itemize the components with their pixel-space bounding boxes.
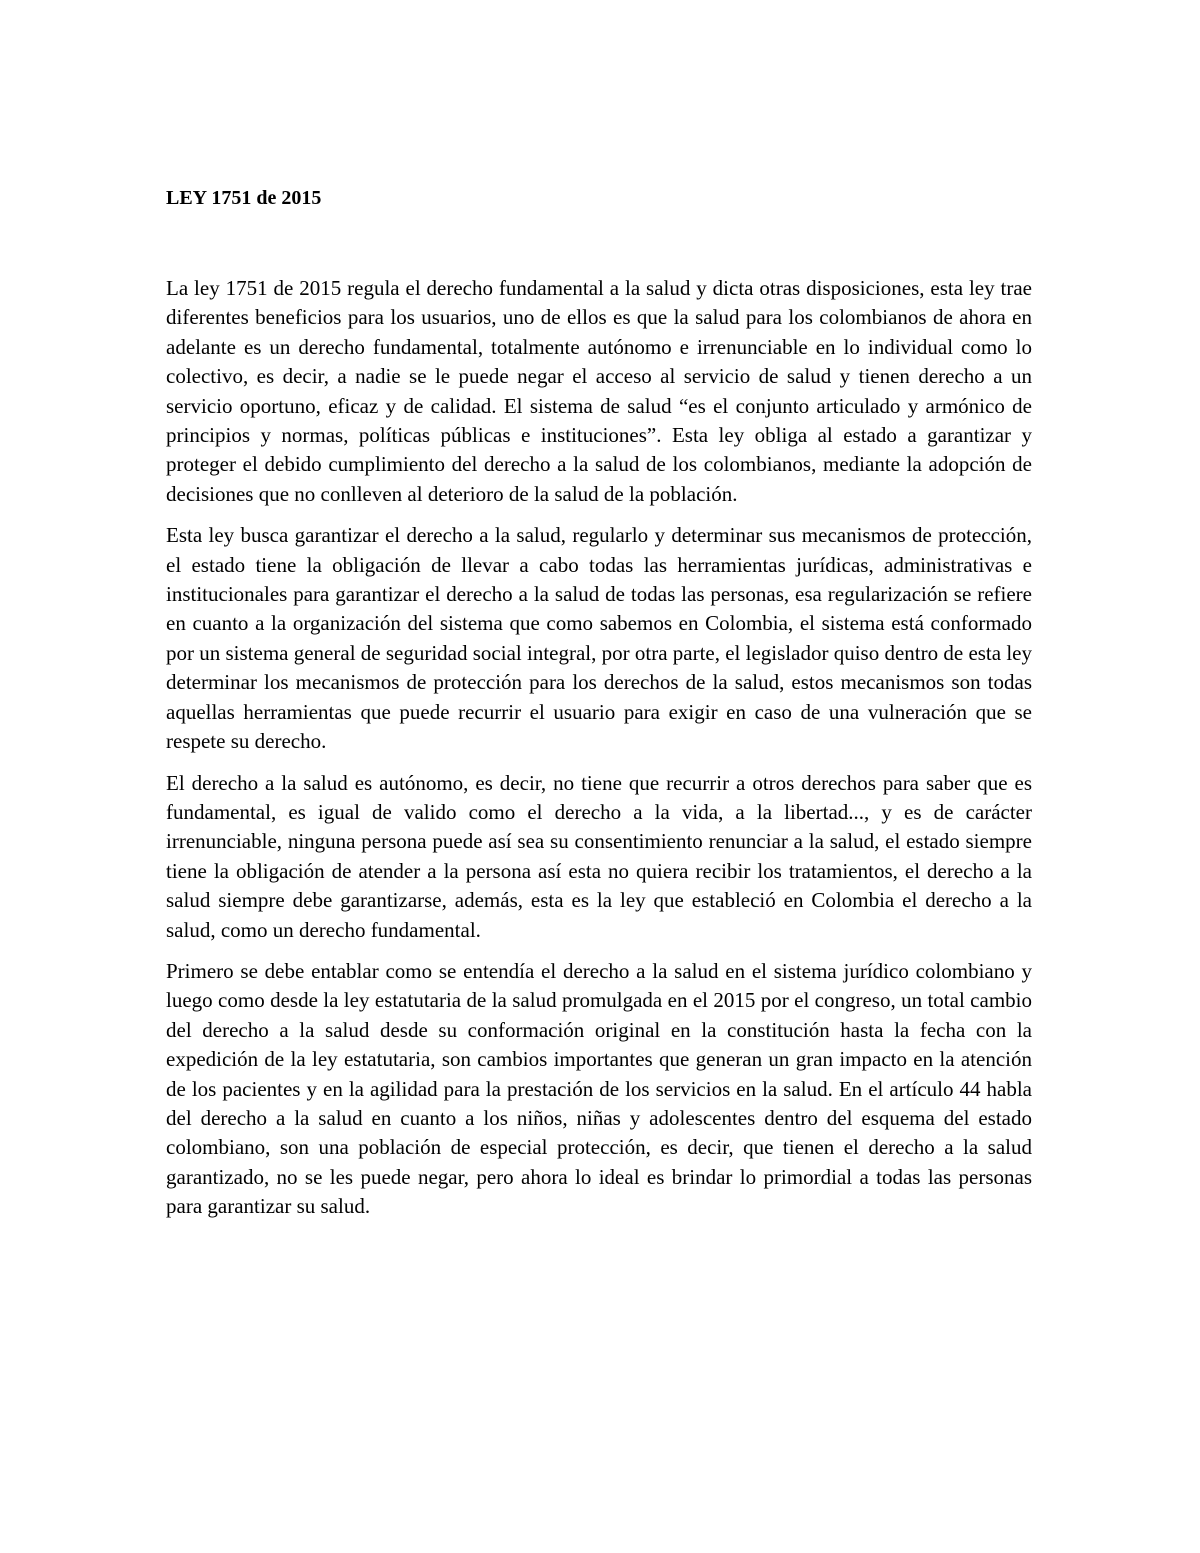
paragraph-4: Primero se debe entablar como se entendía el derecho a la salud en el sistema jurídico colombiano y luego como desde la ley estatutaria de la salud promulgada en el 2015 por el congreso, un total cambio del derecho a la salud desde su conformación original en la constitución hasta la fecha con la expedición de la ley estatutaria, son cambios importantes que generan un gran impacto en la atención de los pacientes y en la agilidad para la prestación de los servicios en la salud. En el artículo 44 habla del derecho a la salud en cuanto a los niños, niñas y adolescentes dentro del esquema del estado colombiano, son una población de especial protección, es decir, que tienen el derecho a la salud garantizado, no se les puede negar, pero ahora lo ideal es brindar lo primordial a todas las personas para garantizar su salud.: [166, 958, 1032, 1219]
paragraph-2: Esta ley busca garantizar el derecho a la salud, regularlo y determinar sus mecanismos de protección, el estado tiene la obligación de llevar a cabo todas las herramientas jurídicas, administrativas e institucionales para garantizar el derecho a la salud de todas las personas, esa regularización se refiere en cuanto a la organización del sistema que como sabemos en Colombia, el sistema está conformado por un sistema general de seguridad social integral, por otra parte, el legislador quiso dentro de esta ley determinar los mecanismos de protección para los derechos de la salud, estos mecanismos son todas aquellas herramientas que puede recurrir el usuario para exigir en caso de una vulneración que se respete su derecho.: [166, 523, 1032, 754]
paragraph-1: La ley 1751 de 2015 regula el derecho fundamental a la salud y dicta otras disposiciones, esta ley trae diferentes beneficios para los usuarios, uno de ellos es que la salud para los colombianos de ahora en adelante es un derecho fundamental, totalmente autónomo e irrenunciable en lo individual como lo colectivo, es decir, a nadie se le puede negar el acceso al servicio de salud y tienen derecho a un servicio oportuno, eficaz y de calidad. El sistema de salud “es el conjunto articulado y armónico de principios y normas, políticas públicas e instituciones”. Esta ley obliga al estado a garantizar y proteger el debido cumplimiento del derecho a la salud de los colombianos, mediante la adopción de decisiones que no conlleven al deterioro de la salud de la población.: [166, 276, 1032, 506]
document-body: [166, 274, 1032, 1234]
paragraph-3: El derecho a la salud es autónomo, es decir, no tiene que recurrir a otros derechos para saber que es fundamental, es igual de valido como el derecho a la vida, a la libertad..., y es de carácter irrenunciable, ninguna persona puede así sea su consentimiento renunciar a la salud, el estado siempre tiene la obligación de atender a la persona así esta no quiera recibir los tratamientos, el derecho a la salud siempre debe garantizarse, además, esta es la ley que estableció en Colombia el derecho a la salud, como un derecho fundamental.: [166, 770, 1032, 942]
document-title: LEY 1751 de 2015: [166, 187, 322, 209]
